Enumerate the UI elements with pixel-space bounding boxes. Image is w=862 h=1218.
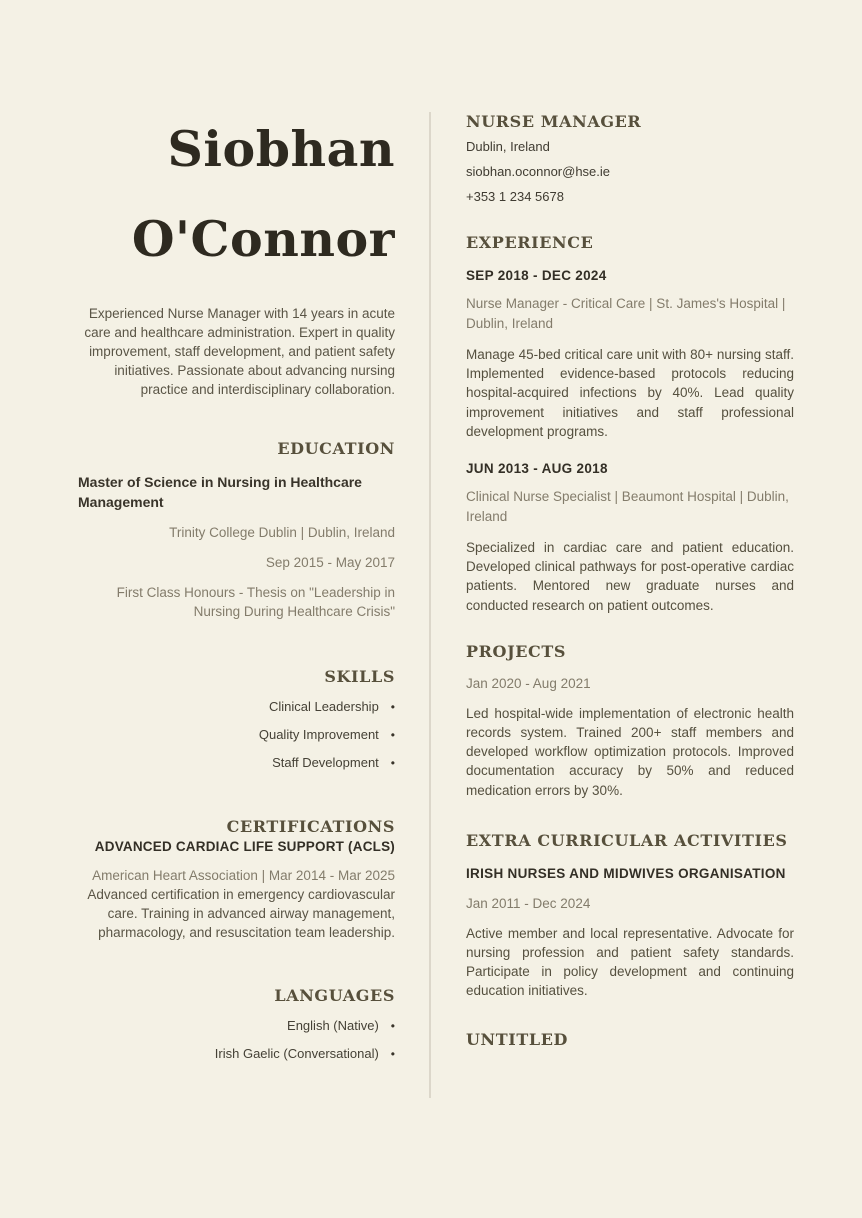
skill-label: Quality Improvement	[258, 727, 379, 742]
full-name	[78, 104, 395, 284]
education-heading: EDUCATION	[277, 439, 395, 458]
education-institution: Trinity College Dublin | Dublin, Ireland	[169, 525, 395, 540]
extra-curricular-heading: EXTRA CURRICULAR ACTIVITIES	[466, 830, 788, 850]
organisation-description: Active member and local representative. Advocate for nursing profession and patient safety standards. Participate in policy development and continuing education initiatives.	[466, 925, 794, 999]
language-label: Irish Gaelic (Conversational)	[214, 1046, 379, 1061]
untitled-heading: UNTITLED	[466, 1029, 568, 1049]
first-name: Siobhan	[167, 120, 395, 178]
projects-heading: PROJECTS	[466, 641, 567, 661]
experience-entry	[466, 268, 794, 441]
job-title: Clinical Nurse Specialist | Beaumont Hospital | Dublin, Ireland	[466, 489, 789, 525]
languages-heading: LANGUAGES	[274, 986, 395, 1005]
certification-description: Advanced certification in emergency cardiovascular care. Training in advanced airway management, pharmacology, and resuscitation team leadership.	[87, 887, 395, 940]
right-column	[466, 112, 794, 1098]
certification-title: ADVANCED CARDIAC LIFE SUPPORT (ACLS)	[94, 839, 395, 854]
experience-heading: EXPERIENCE	[466, 233, 594, 252]
contact-email: siobhan.oconnor@hse.ie	[466, 164, 611, 179]
skill-item	[78, 699, 395, 714]
skill-label: Clinical Leadership	[268, 699, 379, 714]
left-column	[78, 112, 395, 1098]
bullet-icon: •	[390, 755, 395, 770]
job-dates: JUN 2013 - AUG 2018	[466, 461, 608, 477]
skill-item	[78, 755, 395, 770]
education-details: First Class Honours - Thesis on "Leadership in Nursing During Healthcare Crisis"	[116, 585, 395, 619]
language-item	[78, 1018, 395, 1033]
project-description: Led hospital-wide implementation of electronic health records system. Trained 200+ staff members and developed workflow optimization protocols. Improved documentation accuracy by 50% and reduced medication errors by 30%.	[466, 705, 794, 798]
job-title: Nurse Manager - Critical Care | St. James's Hospital | Dublin, Ireland	[466, 296, 786, 331]
education-degree: Master of Science in Nursing in Healthcare Management	[78, 474, 362, 510]
bullet-icon: •	[390, 1046, 395, 1061]
job-description: Specialized in cardiac care and patient education. Developed clinical pathways for post-operative cardiac patients. Mentored new graduate nurses and conducted research on patient outcomes.	[466, 540, 794, 613]
skills-heading: SKILLS	[324, 667, 395, 686]
project-dates: Jan 2020 - Aug 2021	[466, 675, 591, 691]
language-item	[78, 1046, 395, 1061]
job-description: Manage 45-bed critical care unit with 80+ nursing staff. Implemented evidence-based protocols reducing hospital-acquired infections by 40%. Lead quality improvement initiatives and staff professional development programs.	[466, 347, 794, 439]
skill-label: Staff Development	[272, 755, 379, 770]
language-label: English (Native)	[287, 1018, 379, 1033]
last-name: O'Connor	[131, 210, 395, 268]
certification-issuer-dates: American Heart Association | Mar 2014 - Mar 2025	[92, 868, 395, 883]
bullet-icon: •	[390, 1018, 395, 1033]
role-heading: NURSE MANAGER	[466, 112, 642, 131]
contact-phone: +353 1 234 5678	[466, 189, 564, 204]
bullet-icon: •	[390, 727, 395, 742]
experience-entry	[466, 461, 794, 615]
professional-summary: Experienced Nurse Manager with 14 years in acute care and healthcare administration. Expert in quality improvement, staff development, and patient safety initiatives. Passionate about advancing nursing practice and interdisciplinary collaboration.	[84, 306, 395, 397]
organisation-dates: Jan 2011 - Dec 2024	[466, 895, 591, 911]
job-dates: SEP 2018 - DEC 2024	[466, 268, 607, 283]
education-dates: Sep 2015 - May 2017	[265, 555, 395, 570]
column-divider	[429, 112, 431, 1098]
certifications-heading: CERTIFICATIONS	[226, 817, 395, 836]
bullet-icon: •	[390, 699, 395, 714]
skill-item	[78, 727, 395, 742]
organisation-name: IRISH NURSES AND MIDWIVES ORGANISATION	[466, 865, 786, 881]
contact-location: Dublin, Ireland	[466, 139, 550, 154]
